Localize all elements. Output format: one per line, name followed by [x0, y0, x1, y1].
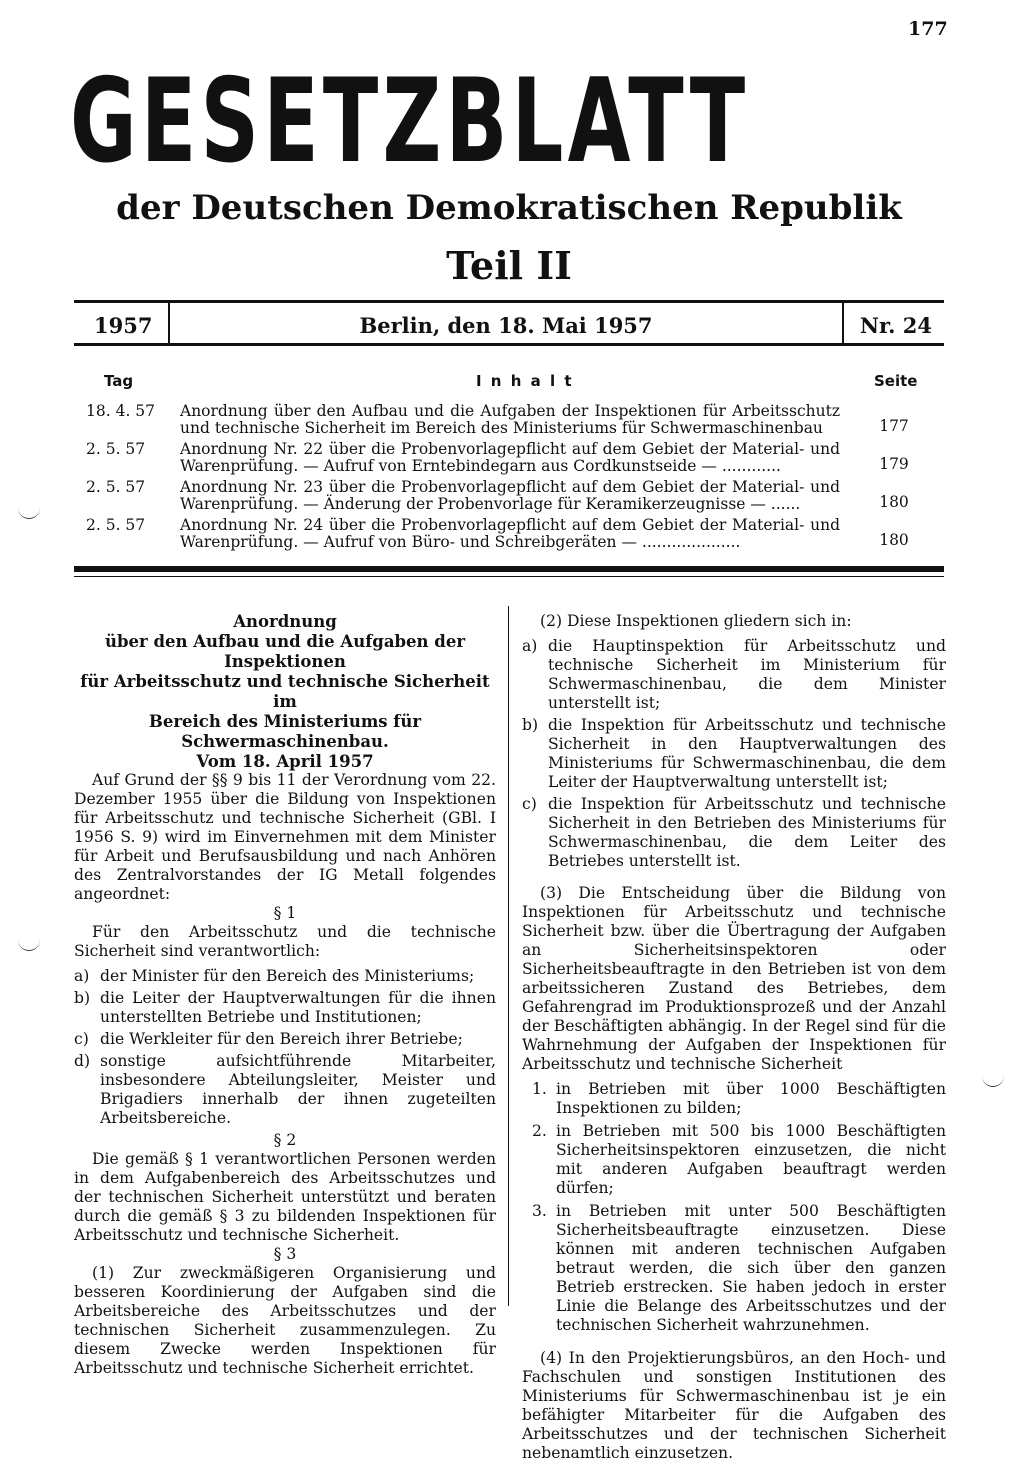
section-heading-1: § 1	[273, 904, 297, 922]
list-item-text: die Hauptinspektion für Arbeitsschutz und technische Sicherheit im Ministerium für Schwermaschinenbau, die dem Minister unterstellt ist;	[548, 637, 946, 712]
section-3-paragraph-3: (3) Die Entscheidung über die Bildung von Inspektionen für Arbeitsschutz und technische Sicherheit bzw. über die Übertragung der Aufgaben an Sicherheitsinspektoren oder Sicherheitsbeauftragte in den Betrieben ist von dem arbeitssicheren Zustand des Betriebes, dem Gefahrengrad im Produktionsprozeß und der Anzahl der Beschäftigten abhängig. In der Regel sind für die Wahrnehmung der Aufgaben der Inspektionen für Arbeitsschutz und technische Sicherheit	[522, 884, 946, 1073]
list-item-text: die Inspektion für Arbeitsschutz und technische Sicherheit in den Betrieben des Ministeriums für Schwermaschinenbau, die dem Leiter des Betriebes unterstellt ist.	[548, 795, 946, 870]
section-rule-thin	[74, 576, 944, 577]
section-1-list	[74, 967, 496, 1128]
toc-entry-date: 2. 5. 57	[86, 516, 146, 534]
preamble: Auf Grund der §§ 9 bis 11 der Verordnung vom 22. Dezember 1955 über die Bildung von Inspektionen für Arbeitsschutz und technische Sicherheit (GBl. I 1956 S. 9) wird im Einvernehmen mit dem Minister für Arbeit und Berufsausbildung und nach Anhören des Zentralvorstandes der IG Metall folgendes angeordnet:	[74, 771, 496, 903]
section-heading-2: § 2	[273, 1131, 297, 1149]
toc-header-content: I n h a l t	[476, 372, 574, 390]
left-column	[74, 612, 496, 1378]
list-marker: 1.	[532, 1080, 547, 1098]
list-item	[74, 967, 496, 986]
list-marker: a)	[74, 967, 90, 985]
list-item-text: die Werkleiter für den Bereich ihrer Betriebe;	[100, 1030, 463, 1048]
list-marker: c)	[522, 795, 537, 813]
list-item-text: in Betrieben mit über 1000 Beschäftigten Inspektionen zu bilden;	[556, 1080, 946, 1117]
section-3-list-a	[522, 637, 946, 871]
list-marker: b)	[74, 989, 91, 1007]
right-column	[522, 612, 946, 1463]
spacer	[522, 874, 946, 884]
toc-entry-page: 177	[879, 417, 909, 435]
decree-title-line: Bereich des Ministeriums für Schwermaschinenbau.	[148, 712, 422, 751]
list-item-text: die Inspektion für Arbeitsschutz und technische Sicherheit in den Hauptverwaltungen des Ministeriums für Schwermaschinenbau, die dem Leiter der Hauptverwaltung unterstellt ist;	[548, 716, 946, 791]
list-item	[74, 1030, 496, 1049]
list-marker: a)	[522, 637, 538, 655]
list-marker: b)	[522, 716, 539, 734]
list-item-text: der Minister für den Bereich des Ministeriums;	[100, 967, 475, 985]
section-heading-3: § 3	[273, 1245, 297, 1263]
toc-entry-text: Anordnung Nr. 24 über die Probenvorlagepflicht auf dem Gebiet der Material- und Warenprüfung. — Aufruf von Büro- und Schreibgeräten — ....................	[180, 516, 840, 551]
section-1-text: Für den Arbeitsschutz und die technische Sicherheit sind verantwortlich:	[74, 923, 496, 960]
section-rule	[74, 566, 944, 572]
issue-divider	[842, 303, 844, 343]
list-marker: 2.	[532, 1122, 547, 1140]
section-2-text: Die gemäß § 1 verantwortlichen Personen werden in dem Aufgabenbereich des Arbeitsschutzes und der technischen Sicherheit unterstützt und beraten durch die gemäß § 3 zu bildenden Inspektionen für Arbeitsschutz und technische Sicherheit.	[74, 1150, 496, 1244]
list-marker: c)	[74, 1030, 89, 1048]
issue-place-date: Berlin, den 18. Mai 1957	[359, 313, 653, 338]
list-marker: d)	[74, 1052, 91, 1070]
toc-entry-text: Anordnung über den Aufbau und die Aufgaben der Inspektionen für Arbeitsschutz und technische Sicherheit im Bereich des Ministeriums für Schwermaschinenbau	[180, 402, 840, 437]
toc-entry-text: Anordnung Nr. 22 über die Probenvorlagepflicht auf dem Gebiet der Material- und Warenprüfung. — Aufruf von Erntebindegarn aus Cordkunstseide — ............	[180, 440, 840, 475]
list-item	[522, 637, 946, 713]
masthead-subtitle: der Deutschen Demokratischen Republik	[116, 188, 902, 228]
section-3-list-numbered	[522, 1080, 946, 1335]
list-item	[74, 1052, 496, 1128]
toc-header-page: Seite	[874, 372, 918, 390]
decree-date: Vom 18. April 1957	[196, 752, 374, 771]
list-item	[522, 1202, 946, 1335]
list-item	[522, 1080, 946, 1118]
list-item	[522, 716, 946, 792]
section-3-paragraph-1: (1) Zur zweckmäßigeren Organisierung und besseren Koordinierung der Aufgaben sind die Arbeitsbereiche des Arbeitsschutzes und der technischen Sicherheit zusammenzulegen. Zu diesem Zwecke werden Inspektionen für Arbeitsschutz und technische Sicherheit errichtet.	[74, 1264, 496, 1377]
column-divider	[508, 606, 509, 1306]
toc-entry-page: 180	[879, 531, 909, 549]
section-3-paragraph-4: (4) In den Projektierungsbüros, an den Hoch- und Fachschulen und sonstigen Institutionen des Ministeriums für Schwermaschinenbau ist je ein befähigter Mitarbeiter für die Aufgaben des Arbeitsschutzes und der technischen Sicherheit nebenamtlich einzusetzen.	[522, 1349, 946, 1462]
page-number: 177	[908, 18, 948, 40]
issue-bar	[74, 300, 944, 346]
spacer	[522, 1339, 946, 1349]
issue-year: 1957	[94, 313, 153, 338]
list-item-text: in Betrieben mit 500 bis 1000 Beschäftigten Sicherheitsinspektoren einzusetzen, die nicht mit anderen Aufgaben beauftragt werden dürfen;	[556, 1122, 946, 1197]
list-item-text: in Betrieben mit unter 500 Beschäftigten Sicherheitsbeauftragte einzusetzen. Diese können mit anderen technischen Aufgaben betraut werden, die sich über den ganzen Betrieb erstrecken. Sie haben jedoch in erster Linie die Belange des Arbeitsschutzes und der technischen Sicherheit wahrzunehmen.	[556, 1202, 946, 1334]
toc-header-date: Tag	[104, 372, 134, 390]
list-item	[74, 989, 496, 1027]
issue-number: Nr. 24	[859, 313, 932, 338]
masthead-title: GESETZBLATT	[70, 54, 750, 189]
section-3-paragraph-2: (2) Diese Inspektionen gliedern sich in:	[540, 612, 852, 630]
toc-entry-date: 2. 5. 57	[86, 440, 146, 458]
toc-entry-date: 18. 4. 57	[86, 402, 156, 420]
list-item	[522, 795, 946, 871]
margin-mark	[982, 1076, 1004, 1087]
decree-title-line: für Arbeitsschutz und technische Sicherheit im	[80, 672, 490, 711]
list-item	[522, 1122, 946, 1198]
list-marker: 3.	[532, 1202, 547, 1220]
toc-entry-page: 180	[879, 493, 909, 511]
decree-title-line: Anordnung	[233, 612, 337, 631]
part-label: Teil II	[446, 243, 572, 288]
list-item-text: sonstige aufsichtführende Mitarbeiter, insbesondere Abteilungsleiter, Meister und Brigadiers innerhalb der ihnen zugeteilten Arbeitsbereiche.	[100, 1052, 496, 1127]
decree-title-line: über den Aufbau und die Aufgaben der Inspektionen	[104, 632, 466, 671]
toc-entry-page: 179	[879, 455, 909, 473]
toc-entry-date: 2. 5. 57	[86, 478, 146, 496]
margin-mark	[18, 508, 40, 519]
toc-entry-text: Anordnung Nr. 23 über die Probenvorlagepflicht auf dem Gebiet der Material- und Warenprüfung. — Änderung der Probenvorlage für Keramikerzeugnisse — ......	[180, 478, 840, 513]
list-item-text: die Leiter der Hauptverwaltungen für die ihnen unterstellten Betriebe und Institutionen;	[100, 989, 496, 1026]
margin-mark	[18, 940, 40, 951]
